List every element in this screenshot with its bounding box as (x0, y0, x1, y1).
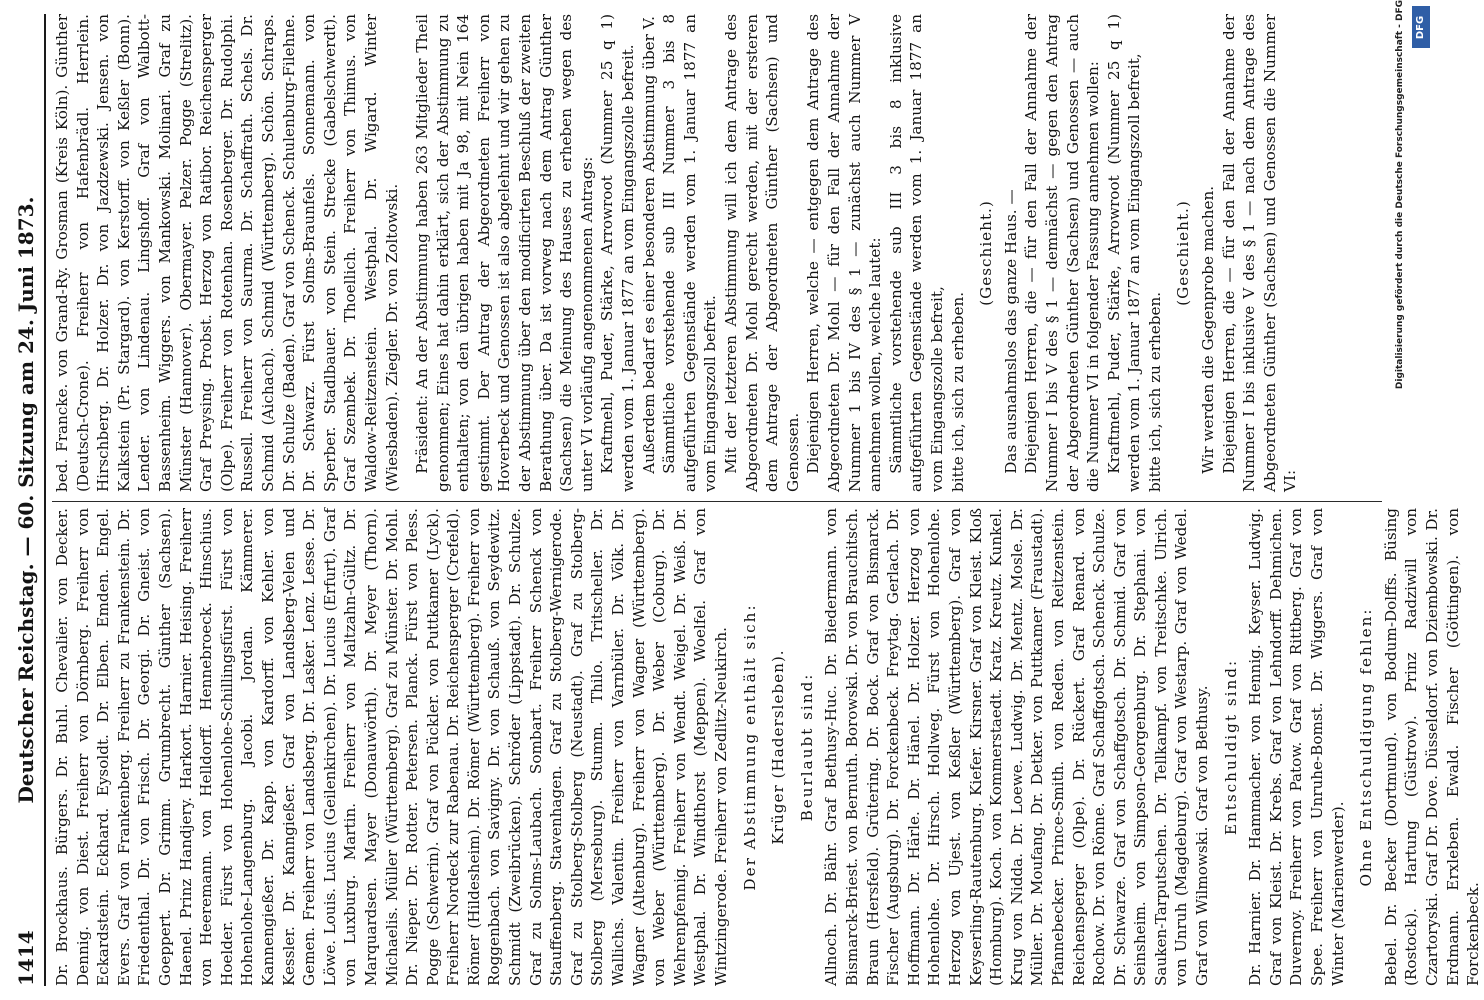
right-column (52, 14, 1382, 492)
abstain-heading: Der Abstimmung enthält sich: (740, 603, 759, 891)
paragraph: Mit der letzteren Abstimmung will ich dem Antrage des Abgeordneten Dr. Mohl gerecht werden, mit der ersteren dem Antrage der Abgeordneten Günther (Sachsen) und Genossen. (722, 14, 802, 492)
left-column (52, 508, 1483, 986)
quoted-motion: Kraftmehl, Puder, Stärke, Arrowroot (Nummer 25 q 1) werden vom 1. Januar 1877 an vom Eingangszoll befreit, (1104, 14, 1144, 492)
paragraph: Das ausnahmslos das ganze Haus. — (1001, 189, 1020, 474)
member-list: Dr. Brockhaus. Bürgers. Dr. Buhl. Chevalier. von Decker. Dennig. von Diest. Freiherr von Dörnberg. Freiherr von Eckardstein. Eckhard. Eysoldt. Dr. Elben. Emden. Engel. Evers. Graf von Frankenberg. Freiherr zu Frankenstein. Dr. Friedenthal. Dr. von Frisch. Dr. Georgi. Dr. Gneist. von Goeppert. Dr. Grimm. Grumbrecht. Günther (Sachsen). Haenel. Prinz Handjery. Harkort. Harnier. Heising. Freiherr von Heeremann. von Helldorff. Hennebroeck. Hinschius. Hoelder. Fürst von Hohenlohe-Schillingsfürst. Fürst von Hohenlohe-Langenburg. Jacobi. Jordan. Kämmerer. Kannengießer. Dr. Kapp. von Kardorff. von Kehler. von Kessler. Dr. Kanngießer. Graf von Landsberg-Velen und Gemen. Freiherr von Landsberg. Dr. Lasker. Lenz. Lesse. Dr. Löwe. Louis. Lucius (Geilenkirchen). Dr. Lucius (Erfurt). Graf von Luxburg. Martin. Freiherr von Maltzahn-Gültz. Dr. Marquardsen. Mayer (Donauwörth). Dr. Meyer (Thorn). Michaelis. Müller (Württemberg). Graf zu Münster. Dr. Mohl. Dr. Nieper. Dr. Rotter. Petersen. Planck. Fürst von Pless. Pogge (Schwerin). Graf von Pückler. von Puttkamer (Lyck). Freiherr Nordeck zur Rabenau. Dr. Reichensperger (Crefeld). Römer (Hildesheim). Dr. Römer (Württemberg). Freiherr von Roggenbach. von Savigny. Dr. von Schauß. von Seydewitz. Schmidt (Zweibrücken). Schröder (Lippstadt). Dr. Schulze. Graf zu Solms-Laubach. Sombart. Freiherr Schenck von Stauffenberg. Stavenhagen. Graf zu Stolberg-Wernigerode. Graf zu Stolberg-Stolberg (Neustadt). Graf zu Stolberg-Stolberg (Merseburg). Stumm. Thilo. Tritscheller. Dr. Wallichs. Valentin. Freiherr von Varnbüler. Dr. Völk. Dr. Wagner (Altenburg). Freiherr von Wagner (Württemberg). von Weber (Württemberg). Dr. Weber (Coburg). Dr. Wehrenpfennig. Freiherr von Wendt. Weigel. Dr. Weiß. Dr. Westphal. Dr. Windthorst (Meppen). Woelfel. Graf von Wintzingerode. Freiherr von Zedlitz-Neukirch. (53, 508, 730, 986)
page-header (10, 14, 46, 986)
leave-heading: Beurlaubt sind: (797, 672, 816, 822)
leave-list: Allnoch. Dr. Bähr. Graf Bethusy-Huc. Dr. Biedermann. von Bismarck-Briest. von Bernuth. Borowski. Dr. von Brauchitsch. Braun (Hersfeld). Grütering. Dr. Bock. Graf von Bismarck. Fischer (Augsburg). Dr. Forckenbeck. Freytag. Gerlach. Dr. Hoffmann. Dr. Härle. Dr. Hänel. Dr. Holzer. Herzog von Hohenlohe. Dr. Hirsch. Hollweg. Fürst von Hohenlohe. Herzog von Ujest. von Keßler (Württemberg). Graf von Keyserling-Rautenburg. Kiefer. Kirsner. Graf von Kleist. Kloß (Homburg). Koch. von Kommerstaedt. Kratz. Kreutz. Kunkel. Krug von Nidda. Dr. Loewe. Ludwig. Dr. Mentz. Mosle. Dr. Müller. Dr. Moufang. Dr. Detker. von Puttkamer (Fraustadt). Pfannebecker. Prince-Smith. von Reden. von Reitzenstein. Reichensperger (Olpe). Dr. Rückert. Graf Renard. von Rochow. Dr. von Rönne. Graf Schaffgotsch. Schenck. Schulze. Dr. Schwarze. Graf von Schaffgotsch. Dr. Schmid. Graf von Seinsheim. von Simpson-Georgenburg. Dr. Stephani. von Sauken-Tarputschen. Dr. Tellkampf. von Treitschke. Ulrich. von Unruh (Magdeburg). Graf von Westarp. Graf von Wedel. Graf von Wilmowski. Graf von Bethusy. (822, 508, 1212, 986)
absent-heading: Ohne Entschuldigung fehlen: (1357, 607, 1376, 887)
column-divider (52, 501, 1382, 502)
paragraph: Wir werden die Gegenprobe machen. (1199, 185, 1218, 474)
funding-notice: Digitalisierung gefördert durch die Deutsche Forschungsgemeinschaft - DFG (1395, 0, 1405, 390)
vote-call: Diejenigen Herren, welche — entgegen dem Antrage des Abgeordneten Dr. Mohl — für den Fall der Annahme der Nummer 1 bis IV des § 1 — zunächst auch Nummer V annehmen wollen, welche lautet: (804, 14, 885, 492)
page-title: Deutscher Reichstag. — 60. Sitzung am 24. Juni 1873. (14, 196, 38, 804)
dfg-logo: DFG (1412, 6, 1430, 48)
quoted-motion: Kraftmehl, Puder, Stärke, Arrowroot (Nummer 25 q 1) werden vom 1. Januar 1877 an vom Eingangszolle befreit. (598, 14, 638, 492)
absent-list: Bebel. Dr. Becker (Dortmund). von Bodum-Dolffs. Büsing (Rostock). Hartung (Güstrow). Prinz Radziwill von Czartoryski. Graf Dr. Dove. Düsseldorf. von Dziembowski. Dr. Erdmann. Erxleben. Ewald. Fischer (Göttingen). von Forckenbeck. (1381, 508, 1483, 986)
stage-direction: (Geschieht.) (1174, 200, 1193, 306)
stage-direction: (Geschieht.) (977, 200, 996, 306)
abstain-name: Krüger (Hadersleben). (769, 649, 788, 845)
sidebar (1410, 0, 1432, 1000)
paragraph: bitte ich, sich zu erheben. (1145, 291, 1164, 492)
member-list-continued: bed. Francke. von Grand-Ry. Grosman (Kreis Köln). Günther (Deutsch-Crone). Freiherr von Hafenbrädl. Herrlein. Hirschberg. Dr. Holzer. Dr. von Jazdzewski. Jensen. von Kalkstein (Pr. Stargard). von Kerstorff. von Keßler (Bonn). Lender. von Lindenau. Lingshoff. Graf von Walbott-Bassenheim. Wiggers. von Mankowski. Molinari. Graf zu Münster (Hannover). Obermayer. Pelzer. Pogge (Strelitz). Graf Preysing. Probst. Herzog von Ratibor. Reichensperger (Olpe). Freiherr von Rotenhan. Rosenberger. Dr. Rudolphi. Russell. Freiherr von Saurma. Dr. Schaffrath. Schels. Dr. Schmid (Aichach). Schmid (Württemberg). Schön. Schraps. Dr. Schulze (Baden). Graf von Schenck. Schulenburg-Filehne. Dr. Schwarz. Fürst Solms-Braunfels. Sonnemann. von Sperber. Stadlbauer. von Stein. Strecke (Gabelschwerdt). Graf Szembek. Dr. Thoellich. Freiherr von Thimus. von Waldow-Reitzenstein. Westphal. Dr. Wigard. Winter (Wiesbaden). Ziegler. Dr. von Zoltowski. (53, 14, 401, 492)
quoted-motion: Sämmtliche vorstehende sub III 3 bis 8 inklusive aufgeführten Gegenstände werden vom 1. Januar 1877 an vom Eingangszolle befreit, (886, 14, 946, 492)
paragraph: bitte ich, sich zu erheben. (948, 291, 967, 492)
quoted-motion: Sämmtliche vorstehende sub III Nummer 3 bis 8 aufgeführten Gegenstände werden vom 1. Januar 1877 an vom Eingangszoll befreit. (660, 14, 720, 492)
page-number: 1414 (14, 930, 38, 986)
vote-call: Diejenigen Herren, die — für den Fall der Annahme der Nummer I bis V des § 1 — demnächst — gegen den Antrag der Abgeordneten Günther (Sachsen) und Genossen — auch die Nummer VI in folgender Fassung annehmen wollen: (1022, 14, 1103, 492)
excused-list: Dr. Harnier. Dr. Hammacher. von Hennig. Keyser. Ludwig. Graf von Kleist. Dr. Krebs. Graf von Lehndorff. Dehmichen. Duvernoy. Freiherr von Patow. Graf von Rittberg. Graf von Spee. Freiherr von Unruhe-Bomst. Dr. Wiggers. Graf von Winter (Marienwerder). (1246, 508, 1347, 986)
vote-call: Diejenigen Herren, die — für den Fall der Annahme der Nummer I bis inklusive V des § 1 — nach dem Antrage des Abgeordneten Günther (Sachsen) und Genossen die Nummer VI: (1219, 14, 1300, 492)
excused-heading: Entschuldigt sind: (1221, 658, 1240, 836)
paragraph: Außerdem bedarf es einer besonderen Abstimmung über V. (639, 16, 658, 474)
president-statement: Präsident: An der Abstimmung haben 263 Mitglieder Theil genommen; Eines hat dahin erklärt, sich der Abstimmung zu enthalten; von den übrigen haben mit Ja 98, mit Nein 164 gestimmt. Der Antrag der Abgeordneten Freiherr von Hoverbeck und Genossen ist also abgelehnt und wir gehen zu der Abstimmung über den modificirten Beschluß der zweiten Berathung über. Da ist vorweg nach dem Antrag Günther (Sachsen) die Meinung des Hauses zu erheben wegen des unter VI vorläufig angenommenen Antrags: (413, 14, 596, 492)
